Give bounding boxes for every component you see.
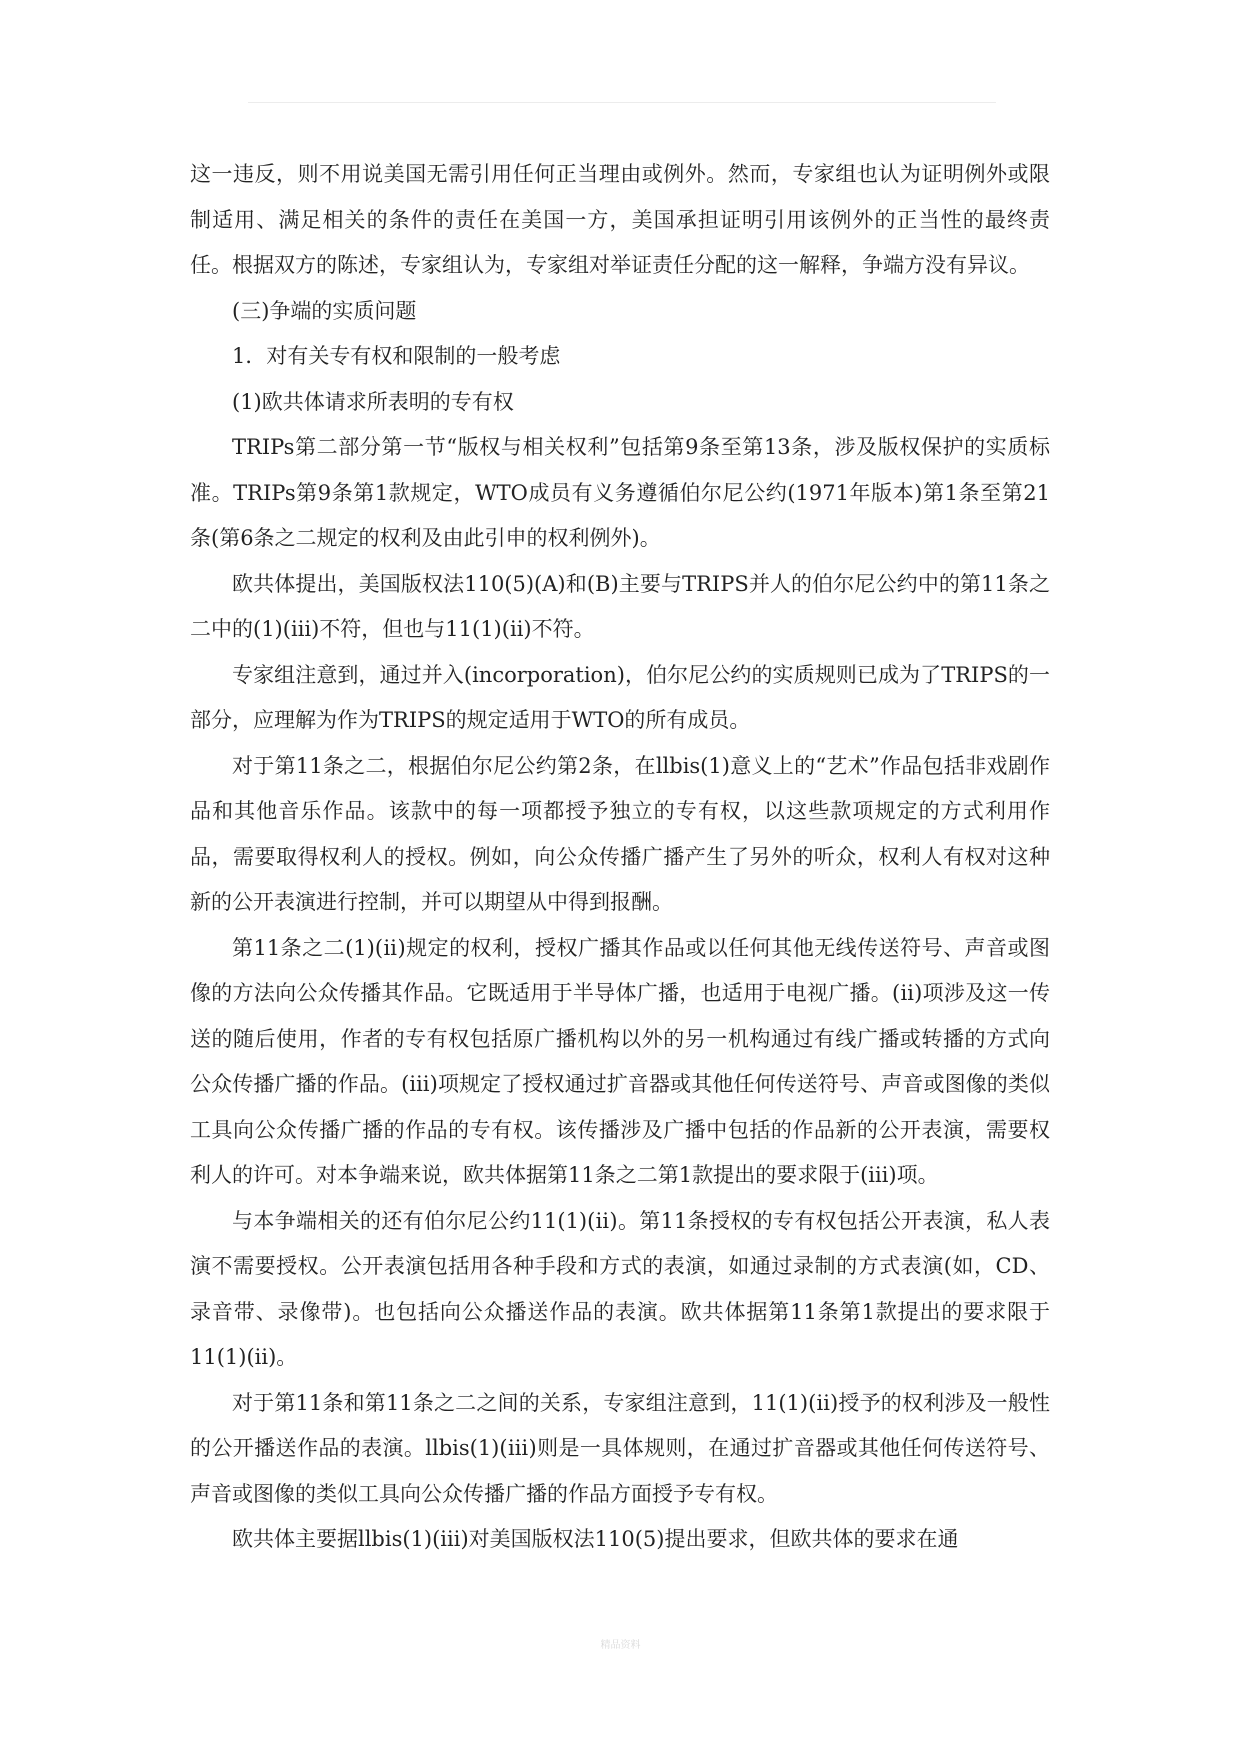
paragraph-article-11: 与本争端相关的还有伯尔尼公约11(1)(ⅱ)。第11条授权的专有权包括公开表演，私人表演不需要授权。公开表演包括用各种手段和方式的表演，如通过录制的方式表演(如，CD、录音带、录像带)。也包括向公众播送作品的表演。欧共体据第11条第1款提出的要求限于11(1)(ⅱ)。 bbox=[190, 1208, 1050, 1369]
paragraph-11bis-rights: 第11条之二(1)(ⅱ)规定的权利，授权广播其作品或以任何其他无线传送符号、声音或图像的方法向公众传播其作品。它既适用于半导体广播，也适用于电视广播。(ⅱ)项涉及这一传送的随后使用，作者的专有权包括原广播机构以外的另一机构通过有线广播或转播的方式向公众传播广播的作品。(ⅲ)项规定了授权通过扩音器或其他任何传送符号、声音或图像的类似工具向公众传播广播的作品的专有权。该传播涉及广播中包括的作品新的公开表演，需要权利人的许可。对本争端来说，欧共体据第11条之二第1款提出的要求限于(ⅲ)项。 bbox=[190, 935, 1050, 1187]
document-body bbox=[190, 152, 1050, 1563]
paragraph-article-11bis: 对于第11条之二，根据伯尔尼公约第2条，在llbis(1)意义上的“艺术”作品包括非戏剧作品和其他音乐作品。该款中的每一项都授予独立的专有权，以这些款项规定的方式利用作品，需要取得权利人的授权。例如，向公众传播广播产生了另外的听众，权利人有权对这种新的公开表演进行控制，并可以期望从中得到报酬。 bbox=[190, 753, 1050, 914]
paragraph-incorporation: 专家组注意到，通过并入(incorporation)，伯尔尼公约的实质规则已成为了TRIPS的一部分，应理解为作为TRIPS的规定适用于WTO的所有成员。 bbox=[190, 662, 1050, 732]
subsection-heading-1: 1．对有关专有权和限制的一般考虑 bbox=[232, 344, 561, 368]
subsection-heading-1-1: (1)欧共体请求所表明的专有权 bbox=[232, 389, 514, 414]
paragraph-ec-claim: 欧共体提出，美国版权法110(5)(A)和(B)主要与TRIPS并人的伯尔尼公约中的第11条之二中的(1)(ⅲ)不符，但也与11(1)(ⅱ)不符。 bbox=[190, 571, 1050, 641]
section-heading-3: (三)争端的实质问题 bbox=[232, 298, 417, 323]
paragraph-ec-main-claim: 欧共体主要据llbis(1)(ⅲ)对美国版权法110(5)提出要求，但欧共体的要求在通 bbox=[232, 1527, 959, 1551]
paragraph-trips-part2: TRIPs第二部分第一节“版权与相关权利”包括第9条至第13条，涉及版权保护的实质标准。TRIPs第9条第1款规定，WTO成员有义务遵循伯尔尼公约(1971年版本)第1条至第21条(第6条之二规定的权利及由此引申的权利例外)。 bbox=[190, 435, 1050, 550]
header-rule bbox=[248, 102, 996, 103]
paragraph-1: 这一违反，则不用说美国无需引用任何正当理由或例外。然而，专家组也认为证明例外或限制适用、满足相关的条件的责任在美国一方，美国承担证明引用该例外的正当性的最终责任。根据双方的陈述，专家组认为，专家组对举证责任分配的这一解释，争端方没有异议。 bbox=[190, 162, 1050, 277]
paragraph-relationship: 对于第11条和第11条之二之间的关系，专家组注意到，11(1)(ⅱ)授予的权利涉及一般性的公开播送作品的表演。llbis(1)(ⅲ)则是一具体规则，在通过扩音器或其他任何传送符号、声音或图像的类似工具向公众传播广播的作品方面授予专有权。 bbox=[190, 1390, 1050, 1506]
footer-watermark: 精品资料 bbox=[600, 1640, 641, 1651]
